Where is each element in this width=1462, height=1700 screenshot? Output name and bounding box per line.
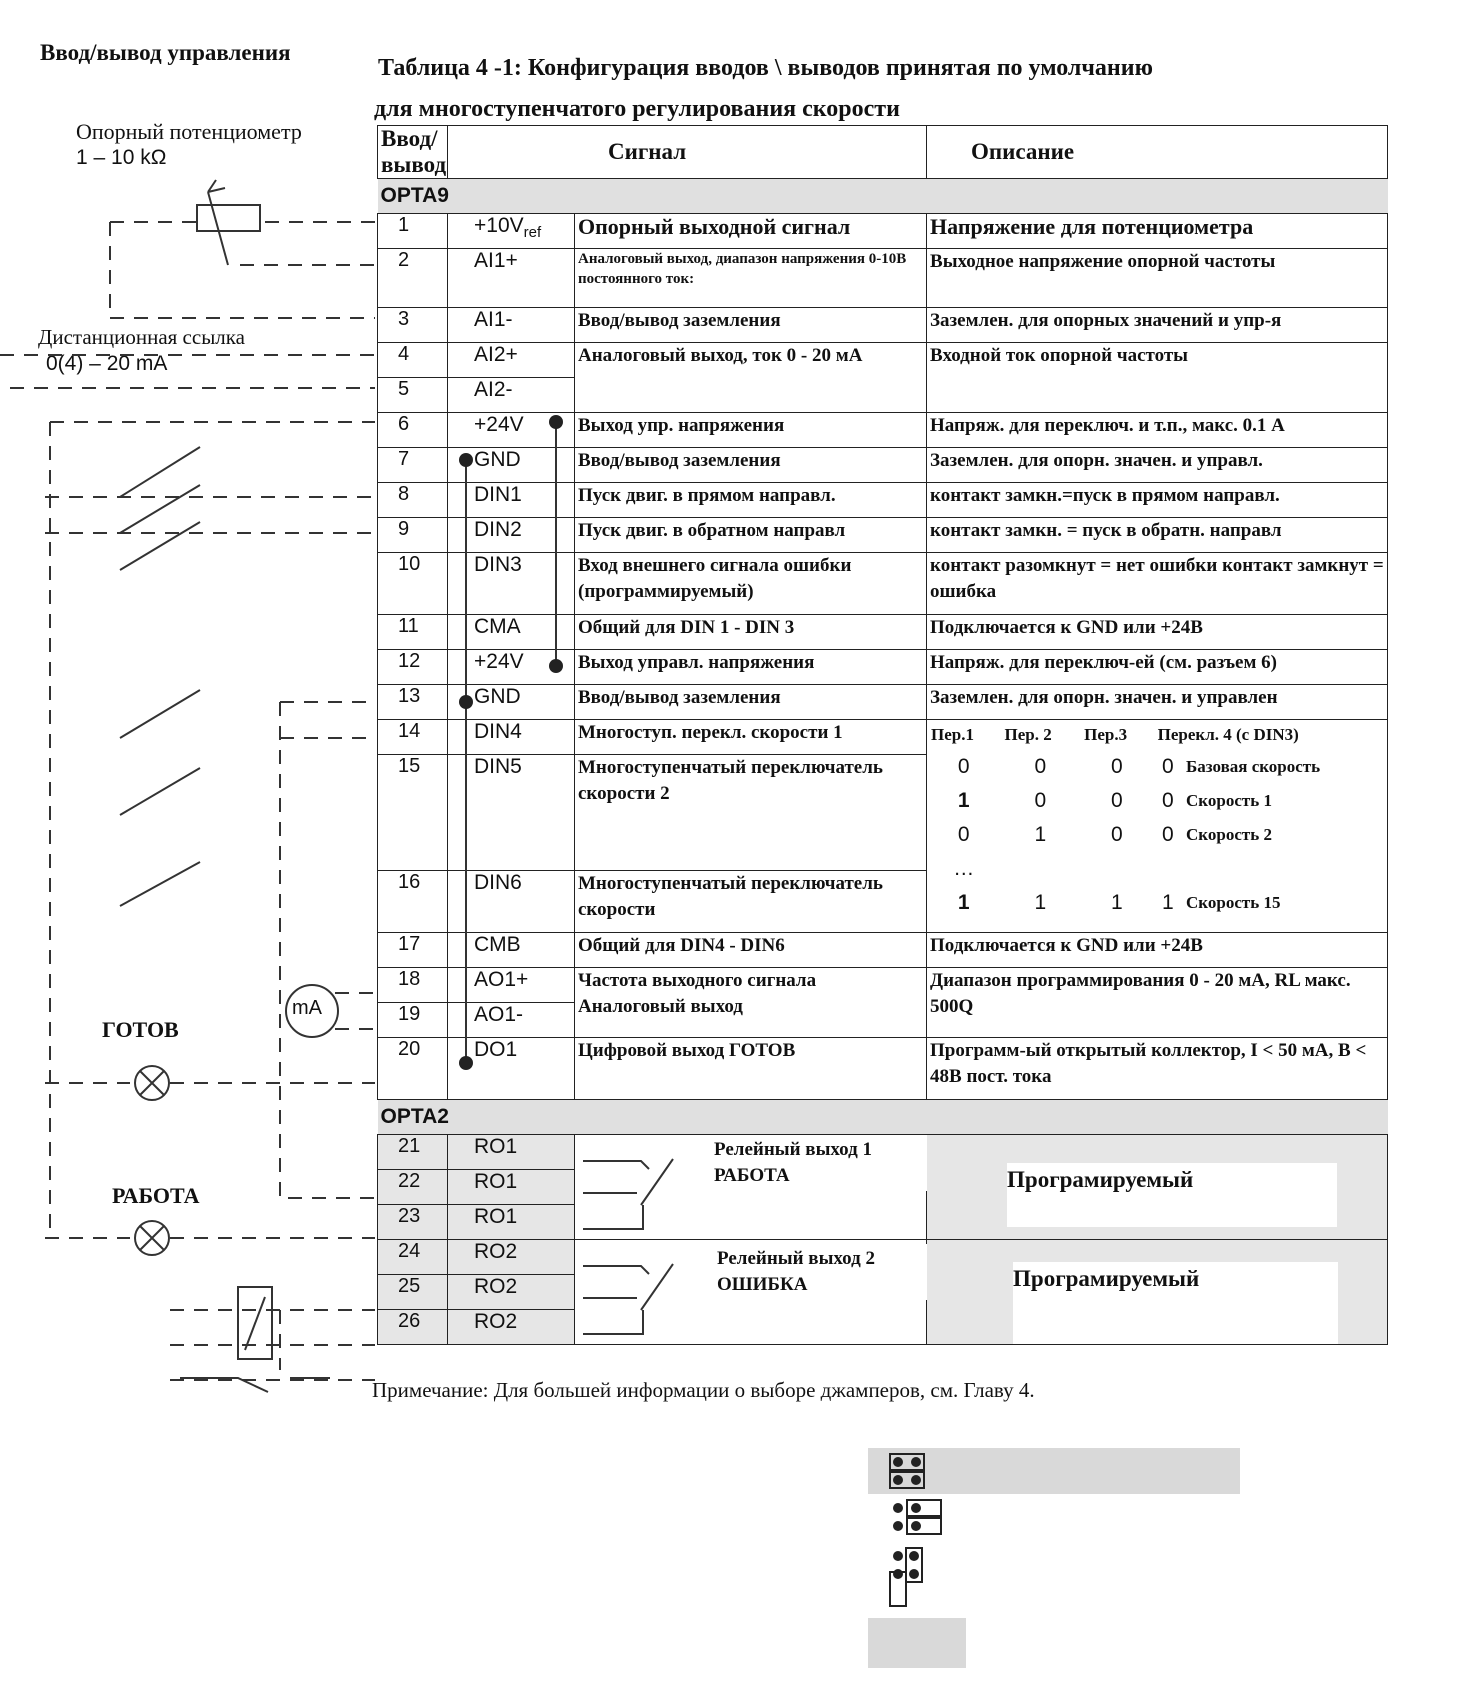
speed-value: 1 [1161, 891, 1174, 914]
signal-cell: Ввод/вывод заземления [575, 685, 927, 720]
speed-header: Пер.1 [931, 725, 974, 744]
terminal-number: 2 [378, 249, 448, 308]
speed-header: Пер.3 [1084, 725, 1128, 744]
description-cell: Подключается к GND или +24В [927, 933, 1388, 968]
table-row [378, 448, 1388, 483]
terminal-name: DIN6 [448, 871, 575, 933]
description-cell: Программ-ый открытый коллектор, I < 50 мА, В < 48В пост. тока [927, 1038, 1388, 1100]
table-row [378, 553, 1388, 615]
speed-value: 1 [1034, 823, 1047, 846]
table-row [378, 933, 1388, 968]
table-row [378, 308, 1388, 343]
terminal-number: 3 [378, 308, 448, 343]
table-row [378, 1135, 1388, 1170]
terminal-number: 23 [378, 1205, 448, 1240]
terminal-name: DIN1 [448, 483, 575, 518]
relay1-label [710, 1135, 928, 1191]
terminal-name: AI1+ [448, 249, 575, 308]
terminal-name: AI2- [448, 378, 575, 413]
terminal-name: AI2+ [448, 343, 575, 378]
speed-value: 0 [1111, 755, 1123, 778]
signal-cell: Ввод/вывод заземления [575, 308, 927, 343]
terminal-number: 21 [378, 1135, 448, 1170]
speed-header: Перекл. 4 (с DIN3) [1157, 725, 1299, 744]
terminal-name: AI1- [448, 308, 575, 343]
relay-contact-icon [581, 1143, 701, 1243]
terminal-name: RO1 [448, 1205, 575, 1240]
speed-value: 1 [957, 891, 970, 914]
terminal-number: 17 [378, 933, 448, 968]
terminal-name: RO2 [448, 1310, 575, 1345]
terminal-number: 10 [378, 553, 448, 615]
terminal-name: RO1 [448, 1170, 575, 1205]
terminal-name: +24V [448, 650, 575, 685]
terminal-name: GND [448, 685, 575, 720]
speed-value: 0 [1111, 823, 1123, 846]
potentiometer-label: Опорный потенциометр [76, 119, 302, 144]
description-cell: Заземлен. для опорн. значен. и управл. [927, 448, 1388, 483]
terminal-number: 19 [378, 1003, 448, 1038]
signal-cell: Общий для DIN4 - DIN6 [575, 933, 927, 968]
relay2-name: ОШИБКА [717, 1274, 808, 1295]
terminal-name: DIN3 [448, 553, 575, 615]
table-title-line2: для многоступенчатого регулирования скорости [374, 96, 900, 122]
table-row [378, 615, 1388, 650]
table-header-row [378, 126, 1388, 179]
left-title: Ввод/вывод управления [40, 40, 291, 65]
relay2-desc-cell [927, 1240, 1388, 1345]
terminal-number: 5 [378, 378, 448, 413]
section-opta2: OPTA2 [378, 1100, 1388, 1135]
speed-value: 0 [1034, 755, 1047, 778]
speed-label: Скорость 1 [1186, 791, 1272, 810]
table-row [378, 518, 1388, 553]
speed-selection-cell [927, 720, 1388, 933]
table-row [378, 249, 1388, 308]
terminal-number: 13 [378, 685, 448, 720]
description-cell: Напряжение для потенциометра [927, 214, 1388, 249]
speed-value [1001, 852, 1081, 886]
lamp-run-label: РАБОТА [112, 1183, 200, 1208]
description-cell: Напряж. для переключ-ей (см. разъем 6) [927, 650, 1388, 685]
speed-value: 1 [1034, 891, 1047, 914]
terminal-number: 7 [378, 448, 448, 483]
terminal-number: 9 [378, 518, 448, 553]
terminal-name: AO1+ [448, 968, 575, 1003]
table-row [378, 720, 1388, 755]
table-row [378, 1240, 1388, 1275]
relay2-label [713, 1244, 931, 1300]
signal-cell: Многоступенчатый переключатель скорости [575, 871, 927, 933]
speed-value: 1 [957, 789, 970, 812]
io-table [377, 125, 1388, 1345]
relay1-description: Програмируемый [1007, 1163, 1337, 1227]
terminal-number: 16 [378, 871, 448, 933]
signal-cell: Общий для DIN 1 - DIN 3 [575, 615, 927, 650]
lamp-ready-label: ГОТОВ [102, 1017, 179, 1042]
terminal-name: DO1 [448, 1038, 575, 1100]
signal-cell: Цифровой выход ГОТОВ [575, 1038, 927, 1100]
speed-header: Пер. 2 [1004, 725, 1052, 744]
description-cell: контакт замкн. = пуск в обратн. направл [927, 518, 1388, 553]
terminal-number: 15 [378, 755, 448, 871]
speed-label: Базовая скорость [1186, 757, 1321, 776]
signal-cell: Пуск двиг. в прямом направл. [575, 483, 927, 518]
table-row [378, 685, 1388, 720]
speed-value [1080, 852, 1154, 886]
speed-label [1182, 852, 1387, 886]
speed-value: 0 [957, 755, 970, 778]
speed-value: 0 [957, 823, 970, 846]
terminal-name: DIN4 [448, 720, 575, 755]
signal-cell: Аналоговый выход, ток 0 - 20 мА [575, 343, 927, 413]
table-row [378, 343, 1388, 378]
speed-selection-table [927, 720, 1387, 920]
table-row [378, 968, 1388, 1003]
terminal-number: 26 [378, 1310, 448, 1345]
description-cell: контакт замкн.=пуск в прямом направл. [927, 483, 1388, 518]
table-row [378, 214, 1388, 249]
relay2-description: Програмируемый [1013, 1262, 1338, 1344]
speed-value [1154, 852, 1182, 886]
milliammeter-symbol: mA [292, 997, 322, 1019]
signal-cell: Аналоговый выход, диапазон напряжения 0-10В постоянного ток: [575, 249, 927, 308]
relay-contact-icon [581, 1248, 701, 1348]
signal-cell: Выход управл. напряжения [575, 650, 927, 685]
note-text: Примечание: Для большей информации о выборе джамперов, см. Главу 4. [372, 1378, 1035, 1402]
description-cell: Выходное напряжение опорной частоты [927, 249, 1388, 308]
header-description: Описание [927, 126, 1388, 179]
terminal-name: +24V [448, 413, 575, 448]
header-io: Ввод/вывод [378, 126, 448, 179]
remote-ref-label: Дистанционная ссылка [38, 325, 245, 349]
speed-value: 0 [1161, 823, 1174, 846]
terminal-name: CMA [448, 615, 575, 650]
terminal-name: RO2 [448, 1240, 575, 1275]
description-cell: Подключается к GND или +24В [927, 615, 1388, 650]
description-cell: Напряж. для переключ. и т.п., макс. 0.1 А [927, 413, 1388, 448]
description-cell: Входной ток опорной частоты [927, 343, 1388, 413]
signal-cell: Опорный выходной сигнал [575, 214, 927, 249]
remote-ref-range: 0(4) – 20 mA [46, 352, 168, 375]
description-cell: контакт разомкнут = нет ошибки контакт замкнут = ошибка [927, 553, 1388, 615]
signal-cell: Частота выходного сигнала Аналоговый выход [575, 968, 927, 1038]
terminal-number: 6 [378, 413, 448, 448]
terminal-number: 4 [378, 343, 448, 378]
table-row [378, 413, 1388, 448]
signal-cell: Ввод/вывод заземления [575, 448, 927, 483]
header-signal: Сигнал [448, 126, 927, 179]
speed-value: 0 [1161, 755, 1174, 778]
description-cell: Заземлен. для опорных значений и упр-я [927, 308, 1388, 343]
terminal-number: 1 [378, 214, 448, 249]
terminal-name: CMB [448, 933, 575, 968]
signal-cell: Многоступ. перекл. скорости 1 [575, 720, 927, 755]
table-title-line1: Таблица 4 -1: Конфигурация вводов \ выводов принятая по умолчанию [378, 55, 1153, 81]
terminal-number: 12 [378, 650, 448, 685]
description-cell: Заземлен. для опорн. значен. и управлен [927, 685, 1388, 720]
terminal-number: 24 [378, 1240, 448, 1275]
speed-value: 0 [1034, 789, 1047, 812]
description-cell: Диапазон программирования 0 - 20 мА, RL макс. 500Q [927, 968, 1388, 1038]
terminal-name: DIN2 [448, 518, 575, 553]
terminal-number: 22 [378, 1170, 448, 1205]
relay1-signal-cell [575, 1135, 927, 1240]
relay2-title: Релейный выход 2 [717, 1248, 875, 1269]
relay1-title: Релейный выход 1 [714, 1139, 872, 1160]
terminal-name: GND [448, 448, 575, 483]
terminal-name: RO2 [448, 1275, 575, 1310]
terminal-number: 14 [378, 720, 448, 755]
speed-label: Скорость 15 [1186, 893, 1281, 912]
table-row [378, 1038, 1388, 1100]
terminal-number: 18 [378, 968, 448, 1003]
terminal-name: RO1 [448, 1135, 575, 1170]
relay1-name: РАБОТА [714, 1165, 790, 1186]
terminal-number: 25 [378, 1275, 448, 1310]
terminal-number: 11 [378, 615, 448, 650]
speed-value: 1 [1111, 891, 1123, 914]
terminal-name: AO1- [448, 1003, 575, 1038]
speed-value: 0 [1111, 789, 1123, 812]
signal-cell: Вход внешнего сигнала ошибки (программируемый) [575, 553, 927, 615]
terminal-number: 8 [378, 483, 448, 518]
signal-cell: Выход упр. напряжения [575, 413, 927, 448]
speed-label: Скорость 2 [1186, 825, 1272, 844]
terminal-number: 20 [378, 1038, 448, 1100]
relay2-signal-cell [575, 1240, 927, 1345]
terminal-name: DIN5 [448, 755, 575, 871]
signal-cell: Многоступенчатый переключатель скорости 2 [575, 755, 927, 871]
speed-value: 0 [1161, 789, 1174, 812]
signal-cell: Пуск двиг. в обратном направл [575, 518, 927, 553]
table-row [378, 650, 1388, 685]
speed-value: … [953, 857, 975, 880]
table-row [378, 483, 1388, 518]
potentiometer-range: 1 – 10 kΩ [76, 146, 167, 169]
terminal-name: $+10V_{ref}$ [448, 214, 575, 249]
section-opta9: OPTA9 [378, 179, 1388, 214]
relay1-desc-cell [927, 1135, 1388, 1240]
